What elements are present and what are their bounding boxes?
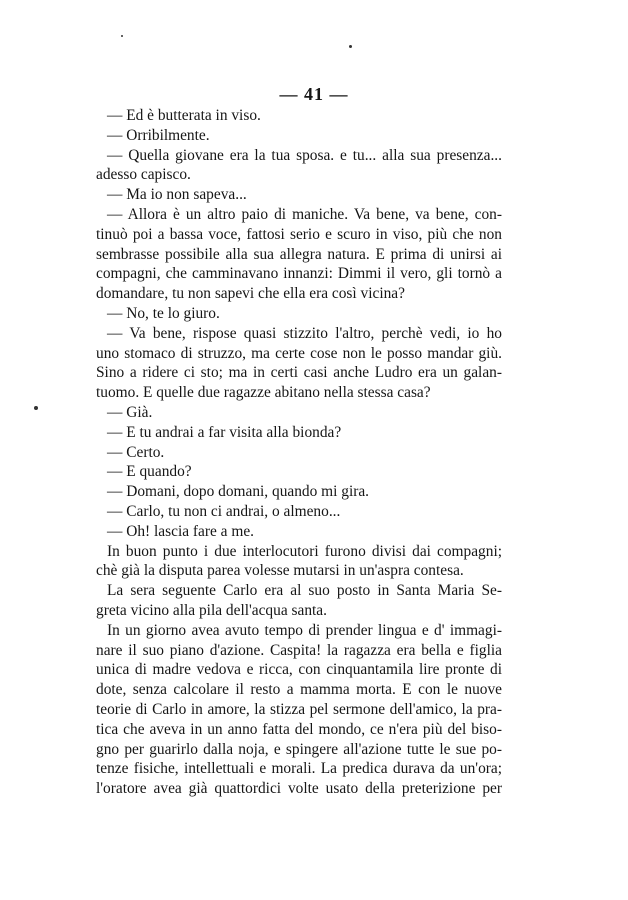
text-line: — Oh! lascia fare a me. (107, 522, 254, 540)
text-line: — Orribilmente. (107, 126, 210, 144)
text-line: adesso capisco. (96, 166, 191, 184)
text-line: tuomo. E quelle due ragazze abitano nella stessa casa? (96, 384, 431, 402)
text-line: gno per guarirlo dalla noja, e spingere all'azione tutte le sue po- (96, 740, 502, 758)
text-line: tica che aveva in un anno fatta del mondo, ce n'era più del biso- (96, 720, 502, 738)
text-line: — Già. (107, 403, 153, 421)
text-line: — Domani, dopo domani, quando mi gira. (107, 483, 370, 501)
page-number: — 41 — (279, 84, 349, 104)
margin-dot-mark (34, 406, 38, 410)
text-line: — No, te lo giuro. (107, 304, 220, 322)
text-line: sembrasse possibile alla sua allegra natura. E prima di unirsi ai (96, 245, 502, 263)
text-line: In buon punto i due interlocutori furono divisi dai compagni; (107, 542, 502, 560)
text-line: chè già la disputa parea volesse mutarsi in un'aspra contesa. (96, 562, 464, 580)
text-line: — E tu andrai a far visita alla bionda? (107, 423, 342, 441)
text-line: greta vicino alla pila dell'acqua santa. (96, 601, 327, 619)
text-line: tinuò poi a bassa voce, fattosi serio e scuro in viso, più che non (96, 225, 502, 243)
text-line: — Certo. (107, 443, 165, 461)
text-line: — Allora è un altro paio di maniche. Va bene, va bene, con- (107, 205, 502, 223)
body-text (96, 106, 502, 799)
text-line: teorie di Carlo in amore, la stizza pel sermone dell'amico, la pra- (96, 700, 502, 718)
text-line: Sino a ridere ci sto; ma in certi casi anche Ludro era un galan- (96, 364, 502, 382)
speck-mark (349, 45, 352, 48)
text-line: dote, senza calcolare il resto a mamma morta. E con le nuove (96, 681, 502, 699)
text-line: domandare, tu non sapevi che ella era così vicina? (96, 285, 405, 303)
text-line: nare il suo piano d'azione. Caspita! la ragazza era bella e figlia (96, 641, 502, 659)
text-line: l'oratore avea già quattordici volte usato della preterizione per (96, 780, 502, 798)
text-line: — Carlo, tu non ci andrai, o almeno... (107, 502, 341, 520)
text-line: In un giorno avea avuto tempo di prender lingua e d' immagi- (107, 621, 502, 639)
text-line: unica di madre vedova e ricca, con cinquantamila lire pronte di (96, 661, 502, 679)
text-line: — E quando? (107, 463, 192, 481)
text-line: — Ed è butterata in viso. (107, 107, 261, 124)
text-line: tenze fisiche, intellettuali e morali. La predica durava da un'ora; (96, 760, 502, 778)
text-line: La sera seguente Carlo era al suo posto in Santa Maria Se- (107, 582, 502, 600)
speck-mark (121, 35, 123, 37)
text-line: compagni, che camminavano innanzi: Dimmi il vero, gli tornò a (96, 265, 502, 283)
text-line: — Quella giovane era la tua sposa. e tu... alla sua presenza... (107, 146, 502, 164)
text-line: uno stomaco di struzzo, ma certe cose non le posso mandar giù. (96, 344, 502, 362)
text-line: — Va bene, rispose quasi stizzito l'altro, perchè vedi, io ho (107, 324, 502, 342)
text-line: — Ma io non sapeva... (107, 186, 247, 204)
